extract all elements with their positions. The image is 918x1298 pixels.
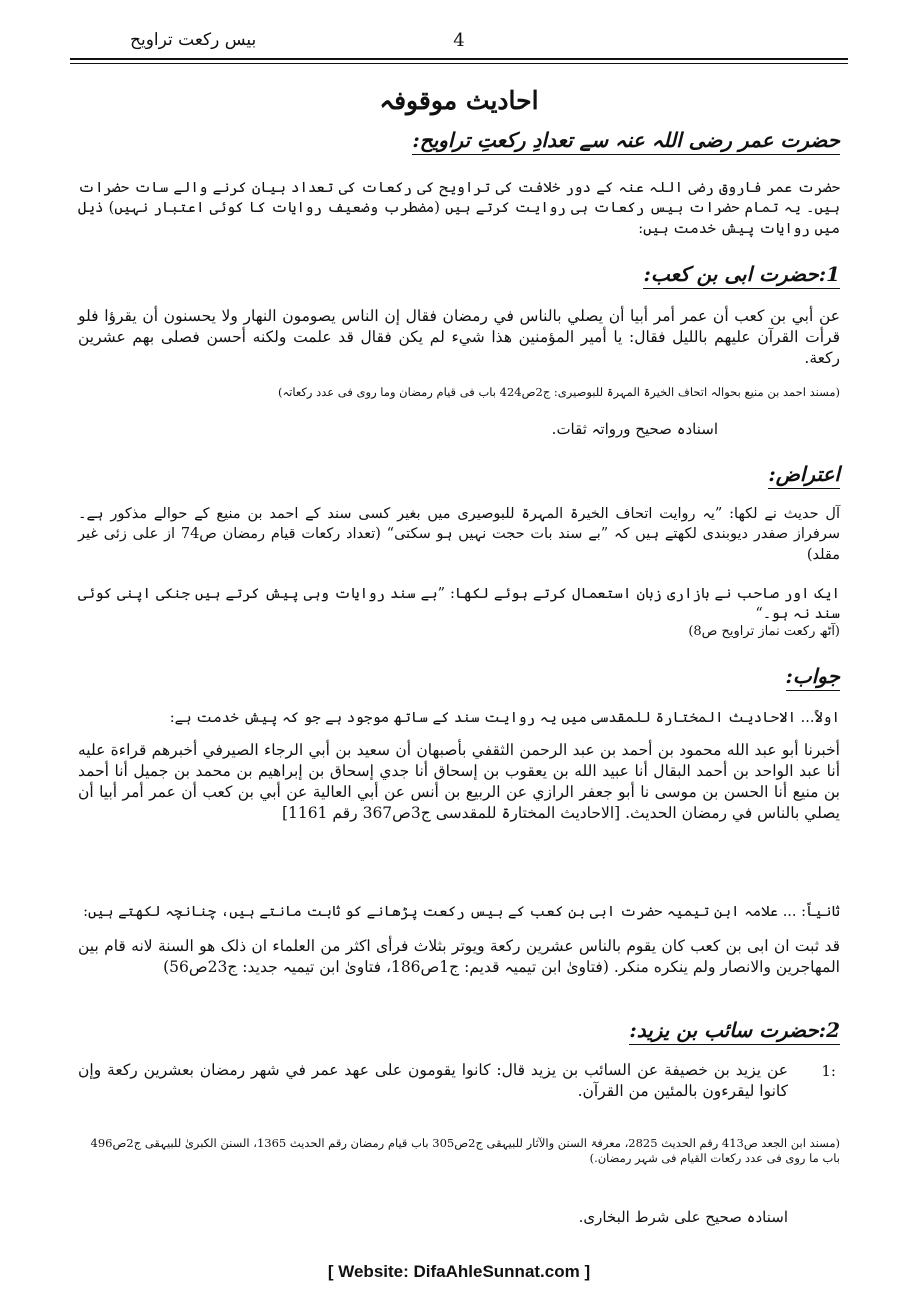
ubayy-arabic-text: عن أبي بن كعب أن عمر أمر أبيا أن يصلي بالناس في رمضان فقال إن الناس يصومون النهار ولا يحسنون أن يقرؤا فلو قرأت القرآن عليهم بالليل فقال: يا أمير المؤمنين هذا شيء لم يكن فقال قد علمت ولكنه أحسن فصلى بهم عشرين ركعة. [78, 307, 840, 367]
answer-second-point: ثانیاً: ... علامہ ابن تیمیہ حضرت ابی بن کعب کے بیس رکعت پڑھانے کو ثابت مانتے ہیں، چنانچہ لکھتے ہیں: [83, 904, 840, 920]
section-heading-answer: جواب: [786, 664, 840, 691]
saib-arabic-text: عن يزيد بن خصيفة عن السائب بن يزيد قال: كانوا يقومون على عهد عمر في شهر رمضان بعشرين ركعة وإن كانوا ليقرءون بالمئين من القرآن. [78, 1061, 788, 1100]
objection-paragraph-1: آل حدیث نے لکھا: ”یہ روایت اتحاف الخیرۃ المہرۃ للبوصیری میں بغیر کسی سند کے احمد بن منیع کے حوالے مذکور ہے۔ سرفراز صفدر دیوبندی لکھتے ہیں کہ ”بے سند بات حجت نہیں ہو سکتی“ (تعداد رکعات قیام رمضان ص74 از علی زئی غیر مقلد) [78, 506, 840, 563]
answer-first-point: اولاً... الاحادیث المختارۃ للمقدسی میں یہ روایت سند کے ساتھ موجود ہے جو کہ پیش خدمت ہے: [169, 710, 840, 726]
objection-citation: (آٹھ رکعت نماز تراویح ص8) [688, 624, 840, 639]
narration-number: 1: [821, 1062, 836, 1080]
ubayy-grading: اسنادہ صحیح ورواتہ ثقات. [551, 420, 718, 438]
section-heading-objection: اعتراض: [768, 462, 840, 489]
section-heading-ubayy: 1:حضرت ابی بن کعب: [643, 262, 840, 289]
header-book-title-left: بیس رکعت تراویح [130, 30, 257, 50]
website-footer: [ Website: DifaAhleSunnat.com ] [327, 1262, 591, 1281]
header-rule-thin [70, 63, 848, 64]
saib-citation: (مسند ابن الجعد ص413 رقم الحدیث 2825، معرفۃ السنن والآثار للبیہقی ج2ص305 باب قیام رمضان رقم الحدیث 1365، السنن الکبریٰ للبیہقی ج2ص496 باب ما روی فی عدد رکعات القیام فی شہر رمضان.) [90, 1136, 840, 1165]
section-heading-saib: 2:حضرت سائب بن یزید: [629, 1018, 840, 1045]
page-title: احادیث موقوفہ [379, 86, 539, 115]
saib-grading: اسنادہ صحیح علی شرط البخاری. [578, 1208, 788, 1226]
taymiyya-quote: قد ثبت ان ابی بن کعب کان یقوم بالناس عشرین رکعة ویوتر بثلاث فرأی اکثر من العلماء ان ذلک هو السنة لانه قام بین المهاجرین والانصار ولم ینکره منکر. (فتاویٰ ابن تیمیہ قدیم: ج1ص186، فتاویٰ ابن تیمیہ جدید: ج23ص56) [78, 937, 840, 976]
objection-paragraph-2: ایک اور صاحب نے بازاری زبان استعمال کرتے ہوئے لکھا: ”بے سند روایات وہی پیش کرتے ہیں جنکی اپنی کوئی سند نہ ہو۔“ [78, 586, 840, 623]
header-rule-thick [70, 58, 848, 60]
section-heading-umar: حضرت عمر رضی اللہ عنہ سے تعدادِ رکعتِ تراویح: [412, 128, 840, 155]
page-number: 4 [453, 30, 465, 51]
ubayy-citation: (مسند احمد بن منیع بحوالہ اتحاف الخیرۃ المہرۃ للبوصیری: ج2ص424 باب فی قیام رمضان وما روی فی عدد رکعاتہ) [277, 385, 840, 399]
intro-paragraph: حضرت عمر فاروق رضی اللہ عنہ کے دور خلافت کی تراویح کی رکعات کی تعداد بیان کرنے والے سات حضرات ہیں۔ یہ تمام حضرات بیس رکعات ہی روایت کرتے ہیں (مضطرب وضعیف روایات کا کوئی اعتبار نہیں) ذیل میں روایات پیش خدمت ہیں: [78, 180, 840, 237]
answer-isnad-text: أخبرنا أبو عبد الله محمود بن أحمد بن عبد الرحمن الثقفي بأصبهان أن سعيد بن أبي الرجاء الصيرفي أخبرهم قراءة عليه أنا عبد الواحد بن أحمد البقال أنا عبيد الله بن يعقوب بن إسحاق أنا جدي إسحاق بن إبراهيم بن محمد بن جميل أنا أحمد بن منيع أنا الحسن بن موسى نا أبو جعفر الرازي عن الربيع بن أنس عن أبي العالية عن أبي بن كعب أن عمر أمر أبيا أن يصلي بالناس في رمضان الحديث. [الاحادیث المختارۃ للمقدسی ج3ص367 رقم 1161] [78, 741, 840, 822]
